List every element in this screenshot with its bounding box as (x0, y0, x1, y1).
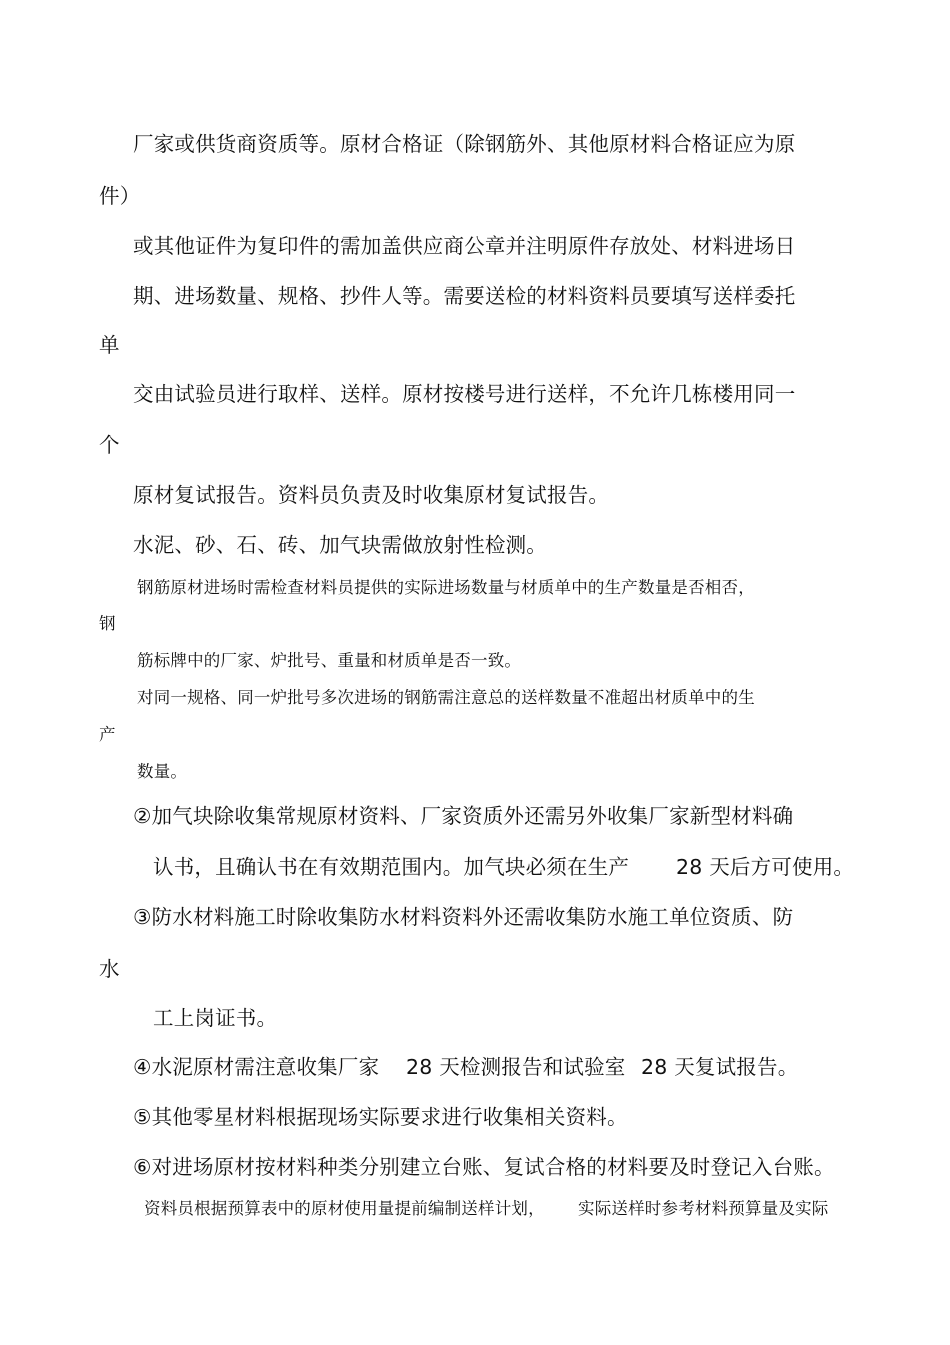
text-line: 水泥、砂、石、砖、加气块需做放射性检测。 (133, 533, 547, 557)
text-line: 单 (99, 333, 120, 357)
text-line: 个 (99, 433, 120, 457)
text-line: 资料员根据预算表中的原材使用量提前编制送样计划， (144, 1199, 545, 1218)
text-line: ⑤其他零星材料根据现场实际要求进行收集相关资料。 (133, 1105, 628, 1129)
text-line: 件） (99, 184, 141, 208)
text-line: 水 (99, 957, 120, 981)
text-line: ⑥对进场原材按材料种类分别建立台账、复试合格的材料要及时登记入台账。 (133, 1155, 835, 1179)
text-line: 或其他证件为复印件的需加盖供应商公章并注明原件存放处、材料进场日 (133, 234, 796, 258)
text-line: 期、进场数量、规格、抄件人等。需要送检的材料资料员要填写送样委托 (133, 284, 796, 308)
text-line: 28 天后方可使用。 (676, 855, 855, 879)
text-line: 钢筋原材进场时需检查材料员提供的实际进场数量与材质单中的生产数量是否相否， (137, 578, 755, 597)
text-line: 28 天检测报告和试验室 (406, 1055, 626, 1079)
text-line: 实际送样时参考材料预算量及实际 (578, 1199, 829, 1218)
text-line: 原材复试报告。资料员负责及时收集原材复试报告。 (133, 483, 610, 507)
text-line: 厂家或供货商资质等。原材合格证（除钢筋外、其他原材料合格证应为原 (133, 132, 796, 156)
text-line: 产 (99, 725, 116, 744)
text-line: ②加气块除收集常规原材资料、厂家资质外还需另外收集厂家新型材料确 (133, 804, 794, 828)
text-line: 对同一规格、同一炉批号多次进场的钢筋需注意总的送样数量不准超出材质单中的生 (137, 688, 755, 707)
text-line: 认书，且确认书在有效期范围内。加气块必须在生产 (153, 855, 630, 879)
text-line: 筋标牌中的厂家、炉批号、重量和材质单是否一致。 (137, 651, 522, 670)
text-line: 钢 (99, 614, 116, 633)
text-line: 交由试验员进行取样、送样。原材按楼号进行送样，不允许几栋楼用同一 (133, 382, 796, 406)
text-line: 28 天复试报告。 (641, 1055, 799, 1079)
text-line: 数量。 (137, 762, 188, 781)
text-line: 工上岗证书。 (153, 1006, 278, 1030)
text-line: ④水泥原材需注意收集厂家 (133, 1055, 380, 1079)
text-line: ③防水材料施工时除收集防水材料资料外还需收集防水施工单位资质、防 (133, 905, 794, 929)
